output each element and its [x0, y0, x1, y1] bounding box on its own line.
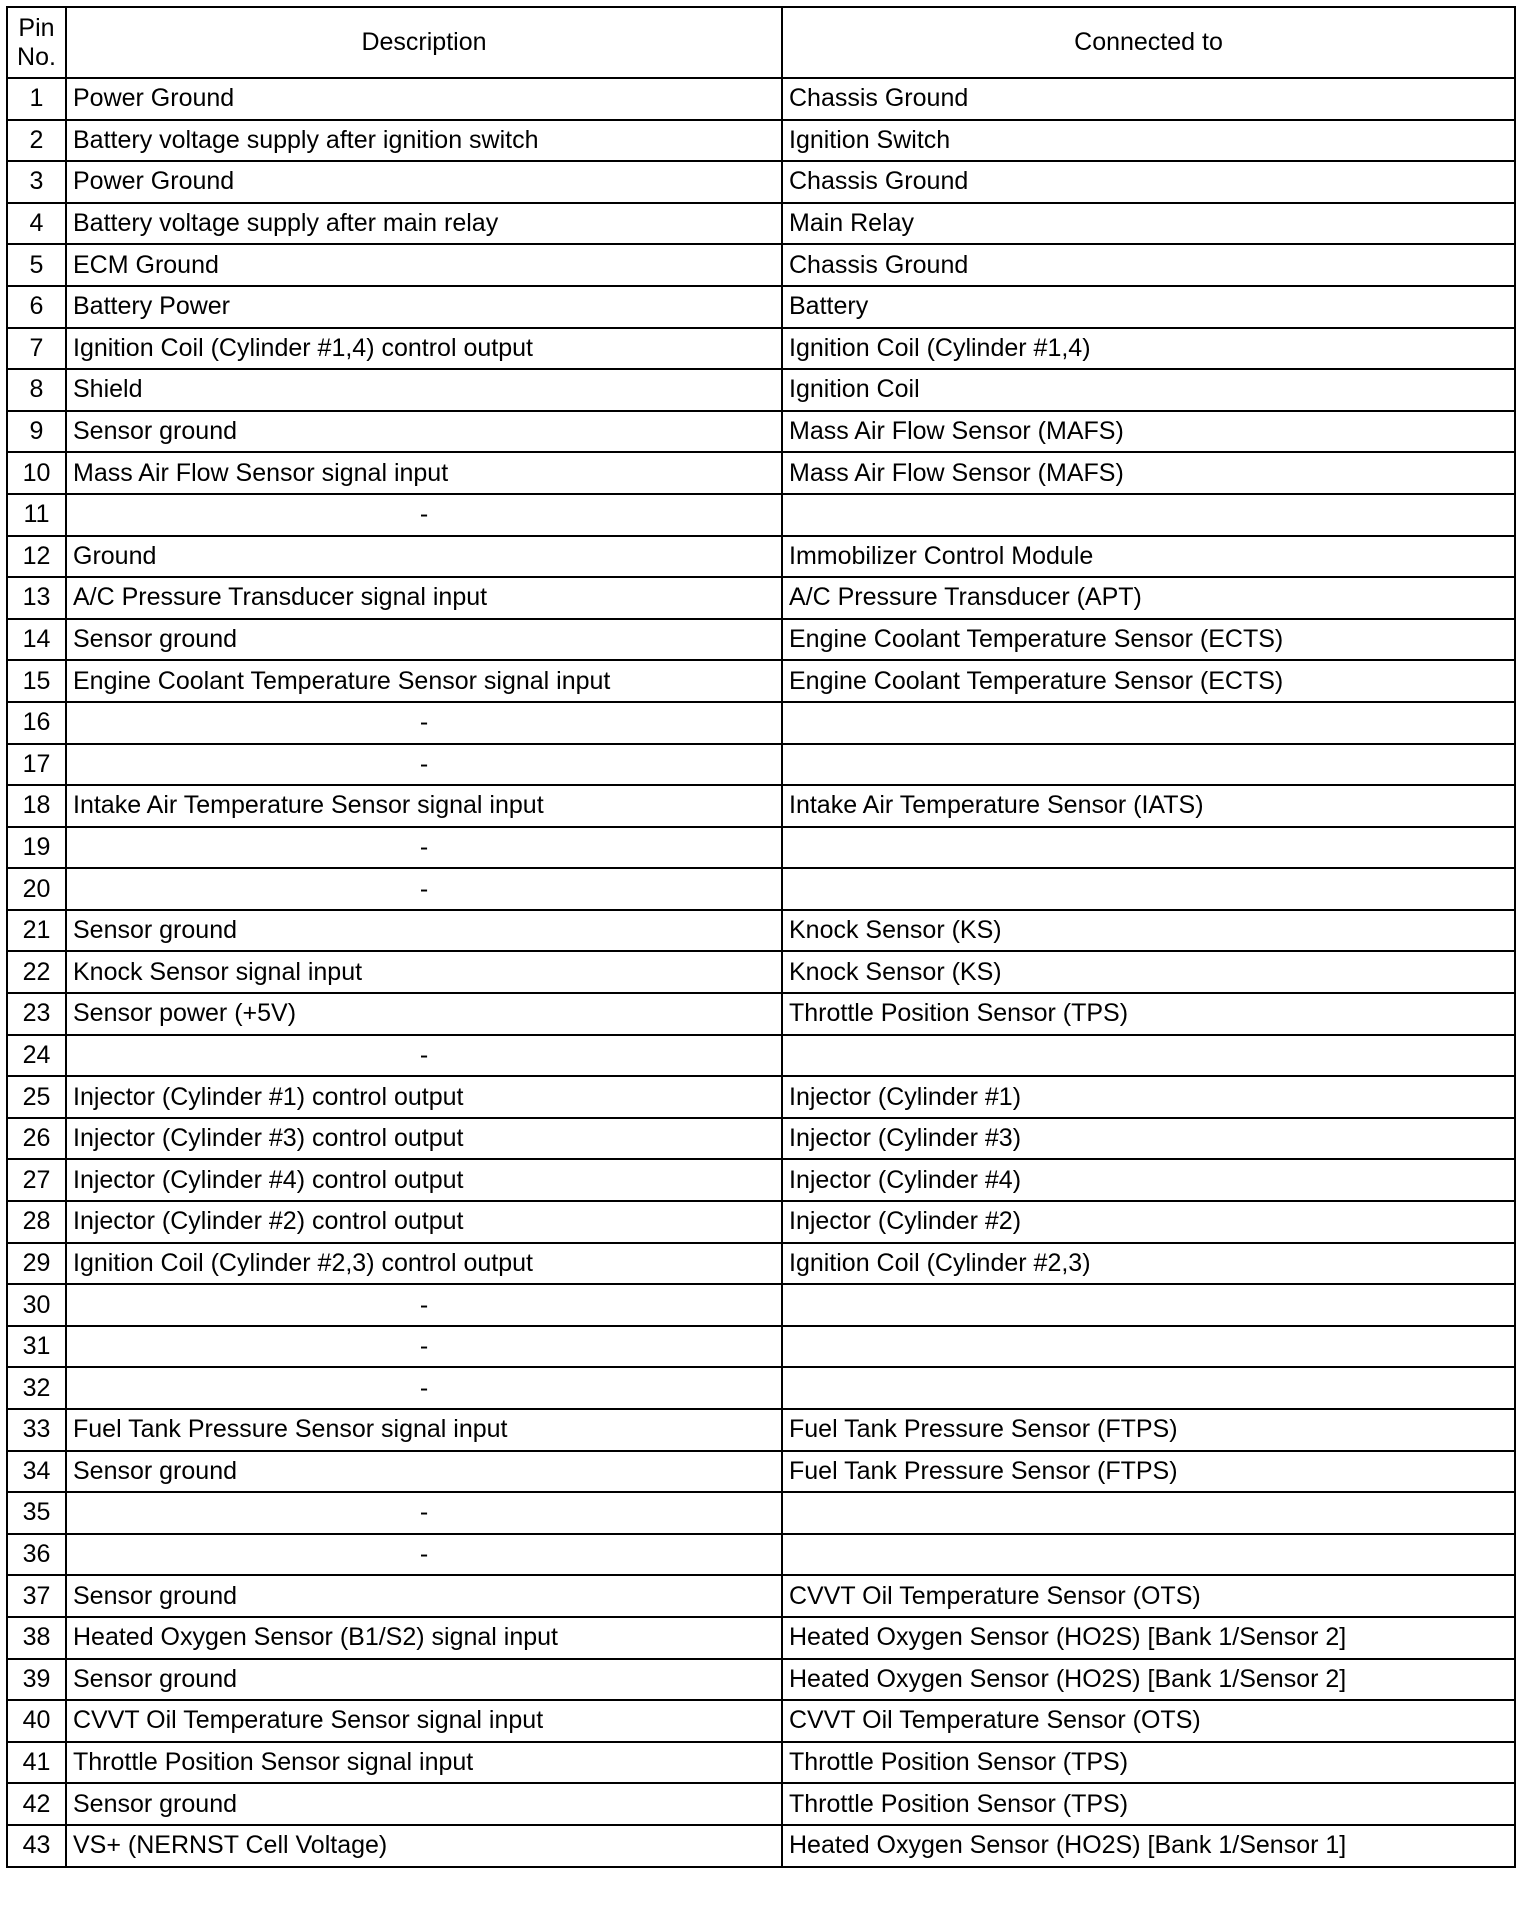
connected-to-cell: Throttle Position Sensor (TPS): [782, 1742, 1515, 1784]
pin-number-cell: 28: [7, 1201, 66, 1243]
pin-number-cell: 5: [7, 244, 66, 286]
description-cell: Sensor ground: [66, 619, 782, 661]
table-row: [7, 619, 1515, 661]
description-cell: Knock Sensor signal input: [66, 951, 782, 993]
pin-number-cell: 35: [7, 1492, 66, 1534]
table-row: [7, 1575, 1515, 1617]
table-row: [7, 244, 1515, 286]
description-cell: Injector (Cylinder #1) control output: [66, 1076, 782, 1118]
description-cell: VS+ (NERNST Cell Voltage): [66, 1825, 782, 1867]
table-row: [7, 494, 1515, 536]
pin-number-cell: 25: [7, 1076, 66, 1118]
description-cell: Injector (Cylinder #4) control output: [66, 1159, 782, 1201]
description-cell: Sensor ground: [66, 910, 782, 952]
table-row: [7, 660, 1515, 702]
description-cell: -: [66, 827, 782, 869]
connected-to-cell: A/C Pressure Transducer (APT): [782, 577, 1515, 619]
pin-number-cell: 26: [7, 1118, 66, 1160]
header-description: Description: [66, 7, 782, 78]
description-cell: -: [66, 1492, 782, 1534]
pin-number-cell: 30: [7, 1284, 66, 1326]
description-cell: Power Ground: [66, 161, 782, 203]
connected-to-cell: [782, 827, 1515, 869]
pin-number-cell: 34: [7, 1451, 66, 1493]
table-row: [7, 161, 1515, 203]
description-cell: Engine Coolant Temperature Sensor signal input: [66, 660, 782, 702]
pin-number-cell: 29: [7, 1243, 66, 1285]
table-row: [7, 1825, 1515, 1867]
table-row: [7, 452, 1515, 494]
description-cell: A/C Pressure Transducer signal input: [66, 577, 782, 619]
pin-number-cell: 43: [7, 1825, 66, 1867]
pin-number-cell: 20: [7, 868, 66, 910]
description-cell: -: [66, 1284, 782, 1326]
connected-to-cell: [782, 744, 1515, 786]
connected-to-cell: [782, 702, 1515, 744]
description-cell: -: [66, 1035, 782, 1077]
pin-number-cell: 42: [7, 1783, 66, 1825]
connected-to-cell: [782, 1326, 1515, 1368]
pin-number-cell: 2: [7, 120, 66, 162]
table-row: [7, 1534, 1515, 1576]
pin-number-cell: 40: [7, 1700, 66, 1742]
description-cell: Sensor ground: [66, 1575, 782, 1617]
connected-to-cell: [782, 1534, 1515, 1576]
description-cell: Battery Power: [66, 286, 782, 328]
table-row: [7, 1076, 1515, 1118]
connected-to-cell: Battery: [782, 286, 1515, 328]
pin-number-cell: 18: [7, 785, 66, 827]
description-cell: Heated Oxygen Sensor (B1/S2) signal input: [66, 1617, 782, 1659]
description-cell: Shield: [66, 369, 782, 411]
header-row: [7, 7, 1515, 78]
connected-to-cell: Chassis Ground: [782, 78, 1515, 120]
table-row: [7, 286, 1515, 328]
table-row: [7, 1451, 1515, 1493]
connected-to-cell: Injector (Cylinder #3): [782, 1118, 1515, 1160]
pin-number-cell: 10: [7, 452, 66, 494]
header-connected-to: Connected to: [782, 7, 1515, 78]
pin-number-cell: 13: [7, 577, 66, 619]
description-cell: Mass Air Flow Sensor signal input: [66, 452, 782, 494]
description-cell: -: [66, 702, 782, 744]
table-row: [7, 702, 1515, 744]
pin-number-cell: 7: [7, 328, 66, 370]
connected-to-cell: [782, 1492, 1515, 1534]
connected-to-cell: CVVT Oil Temperature Sensor (OTS): [782, 1575, 1515, 1617]
connected-to-cell: Throttle Position Sensor (TPS): [782, 1783, 1515, 1825]
pin-number-cell: 22: [7, 951, 66, 993]
pin-number-cell: 16: [7, 702, 66, 744]
table-row: [7, 78, 1515, 120]
connected-to-cell: Engine Coolant Temperature Sensor (ECTS): [782, 660, 1515, 702]
table-row: [7, 868, 1515, 910]
pin-number-cell: 27: [7, 1159, 66, 1201]
description-cell: Sensor ground: [66, 1783, 782, 1825]
table-row: [7, 1409, 1515, 1451]
connected-to-cell: Fuel Tank Pressure Sensor (FTPS): [782, 1451, 1515, 1493]
description-cell: Battery voltage supply after main relay: [66, 203, 782, 245]
connected-to-cell: [782, 1284, 1515, 1326]
pin-number-cell: 4: [7, 203, 66, 245]
connected-to-cell: Heated Oxygen Sensor (HO2S) [Bank 1/Sensor 1]: [782, 1825, 1515, 1867]
description-cell: Power Ground: [66, 78, 782, 120]
description-cell: Intake Air Temperature Sensor signal input: [66, 785, 782, 827]
table-header: [7, 7, 1515, 78]
description-cell: Sensor ground: [66, 1451, 782, 1493]
pin-number-cell: 6: [7, 286, 66, 328]
description-cell: -: [66, 1326, 782, 1368]
table-body: [7, 78, 1515, 1867]
connected-to-cell: Injector (Cylinder #2): [782, 1201, 1515, 1243]
connected-to-cell: Knock Sensor (KS): [782, 910, 1515, 952]
connected-to-cell: [782, 868, 1515, 910]
pin-number-cell: 12: [7, 536, 66, 578]
table-row: [7, 577, 1515, 619]
connected-to-cell: Ignition Coil: [782, 369, 1515, 411]
connected-to-cell: [782, 1035, 1515, 1077]
pin-number-cell: 11: [7, 494, 66, 536]
table-row: [7, 1118, 1515, 1160]
connected-to-cell: [782, 1367, 1515, 1409]
connected-to-cell: Injector (Cylinder #4): [782, 1159, 1515, 1201]
description-cell: -: [66, 494, 782, 536]
connected-to-cell: Ignition Switch: [782, 120, 1515, 162]
description-cell: -: [66, 744, 782, 786]
table-row: [7, 744, 1515, 786]
table-row: [7, 1159, 1515, 1201]
pin-number-cell: 23: [7, 993, 66, 1035]
connected-to-cell: Throttle Position Sensor (TPS): [782, 993, 1515, 1035]
pin-number-cell: 3: [7, 161, 66, 203]
pin-number-cell: 17: [7, 744, 66, 786]
table-row: [7, 1035, 1515, 1077]
description-cell: Ignition Coil (Cylinder #2,3) control output: [66, 1243, 782, 1285]
table-row: [7, 1367, 1515, 1409]
pin-number-cell: 41: [7, 1742, 66, 1784]
pin-number-cell: 1: [7, 78, 66, 120]
table-row: [7, 120, 1515, 162]
description-cell: Ignition Coil (Cylinder #1,4) control output: [66, 328, 782, 370]
description-cell: Fuel Tank Pressure Sensor signal input: [66, 1409, 782, 1451]
table-row: [7, 536, 1515, 578]
connected-to-cell: Knock Sensor (KS): [782, 951, 1515, 993]
description-cell: -: [66, 868, 782, 910]
description-cell: Injector (Cylinder #2) control output: [66, 1201, 782, 1243]
table-row: [7, 951, 1515, 993]
pin-number-cell: 8: [7, 369, 66, 411]
connected-to-cell: Mass Air Flow Sensor (MAFS): [782, 452, 1515, 494]
description-cell: Throttle Position Sensor signal input: [66, 1742, 782, 1784]
table-row: [7, 1326, 1515, 1368]
table-row: [7, 203, 1515, 245]
table-row: [7, 1492, 1515, 1534]
pin-number-cell: 39: [7, 1659, 66, 1701]
description-cell: -: [66, 1367, 782, 1409]
table-row: [7, 1201, 1515, 1243]
description-cell: ECM Ground: [66, 244, 782, 286]
table-row: [7, 1659, 1515, 1701]
table-row: [7, 1742, 1515, 1784]
pin-number-cell: 32: [7, 1367, 66, 1409]
table-row: [7, 411, 1515, 453]
table-row: [7, 1284, 1515, 1326]
connected-to-cell: Intake Air Temperature Sensor (IATS): [782, 785, 1515, 827]
connected-to-cell: [782, 494, 1515, 536]
pin-number-cell: 36: [7, 1534, 66, 1576]
connected-to-cell: Ignition Coil (Cylinder #1,4): [782, 328, 1515, 370]
connected-to-cell: Chassis Ground: [782, 161, 1515, 203]
pin-number-cell: 38: [7, 1617, 66, 1659]
pin-number-cell: 24: [7, 1035, 66, 1077]
description-cell: Injector (Cylinder #3) control output: [66, 1118, 782, 1160]
description-cell: Sensor power (+5V): [66, 993, 782, 1035]
connected-to-cell: Engine Coolant Temperature Sensor (ECTS): [782, 619, 1515, 661]
connected-to-cell: Heated Oxygen Sensor (HO2S) [Bank 1/Sensor 2]: [782, 1659, 1515, 1701]
header-pin-line1: Pin: [18, 13, 55, 42]
pin-number-cell: 15: [7, 660, 66, 702]
description-cell: Battery voltage supply after ignition switch: [66, 120, 782, 162]
connected-to-cell: Chassis Ground: [782, 244, 1515, 286]
table-row: [7, 827, 1515, 869]
header-pin-line2: No.: [17, 42, 56, 71]
header-pin-no: [7, 7, 66, 78]
table-row: [7, 993, 1515, 1035]
connected-to-cell: Heated Oxygen Sensor (HO2S) [Bank 1/Sensor 2]: [782, 1617, 1515, 1659]
pin-number-cell: 21: [7, 910, 66, 952]
pin-number-cell: 9: [7, 411, 66, 453]
connected-to-cell: CVVT Oil Temperature Sensor (OTS): [782, 1700, 1515, 1742]
pin-number-cell: 14: [7, 619, 66, 661]
pin-number-cell: 19: [7, 827, 66, 869]
description-cell: Sensor ground: [66, 411, 782, 453]
pin-number-cell: 31: [7, 1326, 66, 1368]
table-row: [7, 369, 1515, 411]
table-row: [7, 1783, 1515, 1825]
description-cell: CVVT Oil Temperature Sensor signal input: [66, 1700, 782, 1742]
description-cell: Sensor ground: [66, 1659, 782, 1701]
table-row: [7, 1617, 1515, 1659]
table-row: [7, 328, 1515, 370]
pin-number-cell: 37: [7, 1575, 66, 1617]
description-cell: Ground: [66, 536, 782, 578]
description-cell: -: [66, 1534, 782, 1576]
connected-to-cell: Main Relay: [782, 203, 1515, 245]
table-row: [7, 1700, 1515, 1742]
connected-to-cell: Immobilizer Control Module: [782, 536, 1515, 578]
table-row: [7, 785, 1515, 827]
table-row: [7, 1243, 1515, 1285]
connected-to-cell: Injector (Cylinder #1): [782, 1076, 1515, 1118]
connected-to-cell: Ignition Coil (Cylinder #2,3): [782, 1243, 1515, 1285]
pin-number-cell: 33: [7, 1409, 66, 1451]
connected-to-cell: Fuel Tank Pressure Sensor (FTPS): [782, 1409, 1515, 1451]
table-row: [7, 910, 1515, 952]
pin-table: [6, 6, 1516, 1868]
connected-to-cell: Mass Air Flow Sensor (MAFS): [782, 411, 1515, 453]
